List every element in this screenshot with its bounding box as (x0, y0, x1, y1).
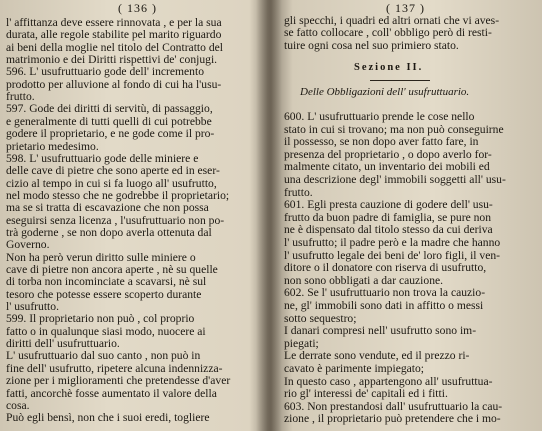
text-line: I danari compresi nell' usufrutto sono im- (284, 324, 477, 338)
text-line: durata, alle regole stabilite pel marito riguardo (6, 28, 222, 42)
text-line: rio gl' interessi de' capitali ed i fitti. (284, 387, 448, 401)
text-line: cavato è parimente impiegato; (284, 362, 425, 375)
text-line: non sono obbligati a dar cauzione. (284, 273, 444, 287)
text-line: 601. Egli presta cauzione di godere dell' usu- (284, 198, 493, 212)
text-line: zione per i miglioramenti che pretendesse d'aver (6, 374, 231, 388)
section-divider (370, 80, 430, 81)
text-line: zione , il proprietario può pretendere che i mo- (284, 412, 501, 426)
text-line: l' affittanza deve essere rinnovata , e per la sua (6, 16, 222, 29)
text-line: tuire ogni cosa nel suo primiero stato. (284, 38, 459, 52)
text-line: fatti, ancorchè fosse aumentato il valore della (6, 386, 217, 400)
text-line: prodotto per alluvione al fondo di cui ha l'usu- (6, 77, 222, 91)
text-line: una descrizione degl' immobili soggetti all' usu- (284, 173, 506, 186)
text-line: delle cave di pietre che sono aperte ed in eser- (6, 164, 220, 178)
text-line: fatto o in qualunque siasi modo, nuocere ai (6, 324, 206, 338)
text-line: frutto da buon padre di famiglia, se pure non (284, 210, 492, 224)
text-line: fine dell' usufrutto, ripetere alcuna indennizza- (6, 361, 223, 375)
text-line: cizio al tempo in cui si fa luogo all' usufrutto, (6, 176, 217, 190)
text-line: di torba non incominciate a scavarsi, nè sul (6, 275, 207, 289)
text-line: presenza del proprietario , o dopo averlo for- (284, 147, 492, 161)
text-line: piegati; (284, 336, 319, 350)
text-line: trà goderne , se non dopo averla ottenuta dal (6, 225, 212, 239)
text-line: In questo caso , appartengono all' usufruttua- (284, 374, 493, 388)
text-line: malmente citato, un inventario dei mobili ed (284, 160, 490, 174)
text-line: gli specchi, i quadri ed altri ornati che vi aves- (284, 14, 500, 27)
text-line: ne, gl' immobili sono dati in affitto o messi (284, 299, 484, 312)
text-line: sotto sequestro; (284, 311, 357, 325)
text-line: l' usufrutto. (6, 300, 59, 314)
text-line: e generalmente di tutti quelli di cui potrebbe (6, 114, 212, 128)
text-line: 596. L' usufruttuario gode dell' incremento (6, 65, 204, 79)
page-number-left: ( 136 ) (118, 1, 157, 15)
text-line: tesoro che potesse essere scoperto durante (6, 287, 202, 301)
text-line: frutto. (284, 185, 313, 199)
section-title: Sezione II. (354, 62, 424, 73)
text-line: 599. Il proprietario non può , col proprio (6, 312, 195, 326)
text-line: nel modo stesso che ne godrebbe il proprietario; (6, 188, 230, 202)
text-line: ai beni della moglie nel titolo del Contratto del (6, 40, 224, 54)
text-line: Può egli bensì, non che i suoi eredi, togliere (6, 411, 210, 425)
text-line: 602. Se l' usufruttuario non trova la cauzio- (284, 286, 486, 300)
text-line: l' usufrutto legale dei beni de' loro figli, il ven- (284, 248, 501, 262)
text-line: se fatto collocare , coll' obbligo però di resti- (284, 26, 492, 40)
text-line: eseguirsi senza licenza , l'usufruttuario non po- (6, 213, 225, 227)
text-line: prietario medesimo. (6, 139, 99, 153)
text-line: Governo. (6, 238, 50, 252)
text-line: 600. L' usufruttuario prende le cose nello (284, 110, 475, 123)
text-line: godere il proprietario, e ne gode come il pro- (6, 127, 215, 141)
page-number-right: ( 137 ) (386, 1, 425, 15)
text-line: L' usufruttuario dal suo canto , non può in (6, 349, 201, 363)
text-line: stato in cui si trovano; ma non può conseguirne (284, 122, 504, 136)
right-page (276, 0, 538, 431)
text-line: l' usufrutto; il padre però e la madre che hanno (284, 236, 501, 249)
text-line: ma se si tratta di escavazione che non possa (6, 201, 209, 215)
text-line: 597. Gode dei diritti di servitù, di passaggio, (6, 102, 213, 116)
left-page (0, 0, 262, 431)
text-line: Le derrate sono vendute, ed il prezzo ri- (284, 349, 470, 363)
text-line: il possesso, se non dopo aver fatto fare, in (284, 135, 479, 149)
text-line: Non ha però verun diritto sulle miniere o (6, 250, 196, 264)
section-subtitle: Delle Obbligazioni dell' usufruttuario. (300, 86, 470, 98)
text-line: 603. Non prestandosi dall' usufruttuario la cau- (284, 399, 503, 413)
text-line: 598. L' usufruttuario gode delle miniere e (6, 151, 199, 165)
text-line: ditore o il donatore con riserva di usufrutto, (284, 261, 487, 275)
text-line: cave di pietre non ancora aperte , nè su quelle (6, 263, 218, 276)
text-line: cosa. (6, 398, 30, 412)
text-line: matrimonio e dei Diritti rispettivi de' conjugi. (6, 53, 218, 67)
text-line: diritti dell' usufruttuario. (6, 337, 120, 351)
text-line: ne è dispensato dal titolo stesso da cui deriva (284, 223, 493, 237)
text-line: frutto. (6, 90, 35, 104)
